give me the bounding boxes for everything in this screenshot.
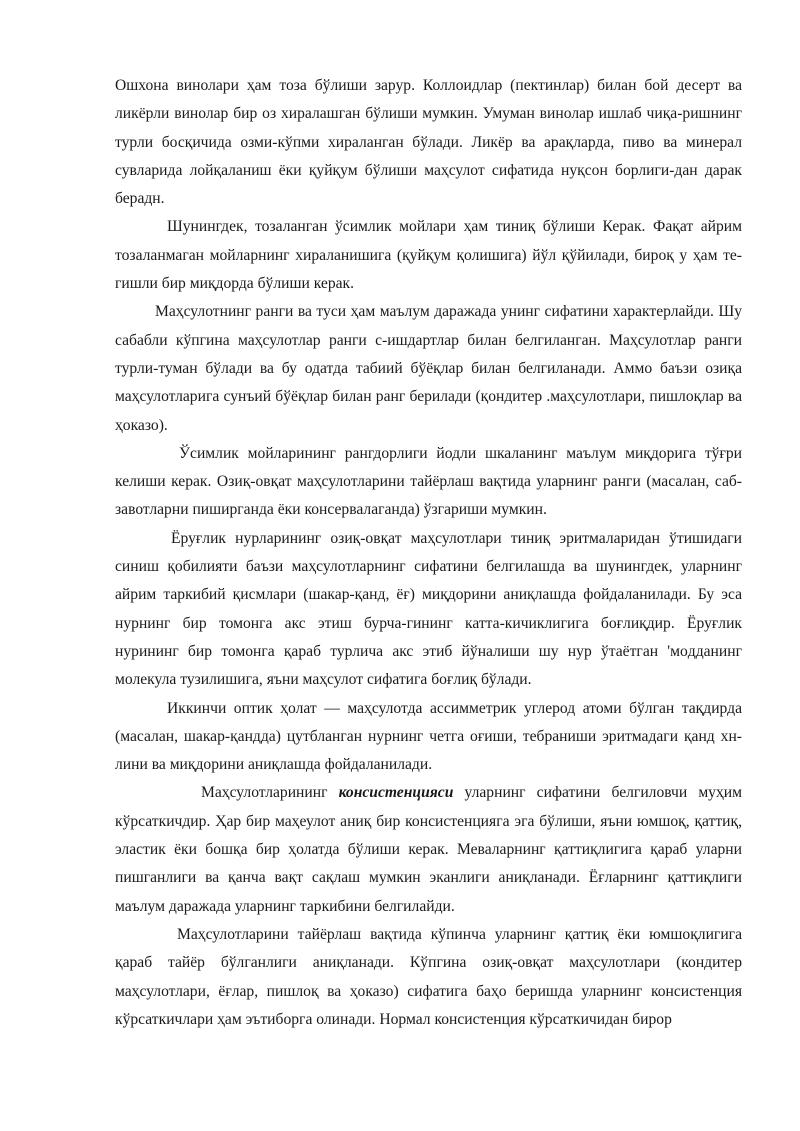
paragraph-5: Ёруғлик нурларининг озиқ-овқат маҳсулотлари тиниқ эритмаларидан ўтишидаги синиш қобилияти баъзи маҳсулотларнинг сифатини белгилашда ва шунингдек, уларнинг айрим таркибий қисмлари (шакар-қанд, ёғ) миқдорини аниқлашда фойдаланилади. Бу эса нурнинг бир томонга акс этиш бурча-гининг катта-кичиклигига боғлиқдир. Ёруғлик нурининг бир томонга қараб турлича акс этиб йўналиши шу нур ўтаётган 'мoдданинг молекула тузилишига, яъни маҳсулот сифатига боғлиқ бўлади.: [115, 529, 742, 689]
paragraph-8: Маҳсулотларини тайёрлаш вақтида кўпинча уларнинг қаттиқ ёки юмшоқлигига қараб тайёр бўлганлиги аниқланади. Кўпгина озиқ-овқат маҳсулотлари (кондитер маҳсулотлари, ёғлар, пишлоқ ва ҳоказо) сифатига баҳо беришда уларнинг консистенция кўрсаткичлари ҳам эътиборга олинади. Нормал консистенция кўрсаткичидан бирор: [115, 925, 742, 1028]
paragraph-3: Маҳсулотнинг ранги ва туси ҳам маълум даражада унинг сифатини характерлайди. Шу сабабли кўпгина маҳсулотлар ранги с-ишдартлар билан белгиланган. Маҳсулотлар ранги турли-туман бўлади ва бу одатда табиий бўёқлар билан белгиланади. Аммо баъзи озиқа маҳсулотларига сунъий бўёқлар билан ранг берилади (қондитер .маҳсулотлари, пишлоқлар ва ҳоказо).: [115, 303, 742, 434]
paragraph-2: Шунингдек, тозаланган ўсимлик мойлари ҳам тиниқ бўлиши Керак. Фақат айрим тозаланмаган мойларнинг хираланишига (қуйқум қолишига) йўл қўйилади, бироқ у ҳам те-гишли бир миқдорда бўлиши керак.: [115, 218, 742, 293]
paragraph-7: [115, 779, 742, 920]
paragraph-7-lead: Маҳсулотларининг: [201, 784, 339, 802]
paragraph-7-rest: уларнинг сифатини белгиловчи муҳим кўрсаткичдир. Ҳар бир маҳеулот аниқ бир консистенцияга эга бўлиши, яъни юмшоқ, қаттиқ, эластик ёки бошқа бир ҳолатда бўлиши керак. Меваларнинг қаттиқлигига қараб уларни пишганлиги ва қанча вақт сақлаш мумкин эканлиги аниқланади. Ёғларнинг қаттиқлиги маълум даражада уларнинг таркибини белгилайди.: [115, 784, 742, 915]
paragraph-6: Иккинчи оптик ҳолат — маҳсулотда ассимметрик углерод атоми бўлган тақдирда (масалан, шакар-қандда) цутбланган нурнинг четга оғиши, тебраниши эритмадаги қанд хн-лини ва миқдорини аниқлашда фойдаланилади.: [115, 699, 742, 774]
consistency-term: консистенцияси: [338, 784, 454, 802]
document-page: [115, 72, 742, 1034]
paragraph-4: Ўсимлик мойларининг рангдорлиги йодли шкаланинг маълум миқдорига тўғри келиши керак. Озиқ-овқат маҳсулотларини тайёрлаш вақтида уларнинг ранги (масалан, саб-завотларни пиширганда ёки консервалаганда) ўзгариши мумкин.: [115, 444, 742, 519]
paragraph-1: Ошхона винолари ҳам тоза бўлиши зарур. Коллоидлар (пектинлар) билан бой десерт ва ликёрли винолар бир оз хиралашган бўлиши мумкин. Умуман винолар ишлаб чиқа-ришнинг турли босқичида озми-кўпми хираланган бўлади. Ликёр ва арақларда, пиво ва минерал сувларида лойқаланиш ёки қуйқум бўлиши маҳсулот сифатида нуқсон борлиги-дан дарак берадн.: [115, 77, 742, 208]
